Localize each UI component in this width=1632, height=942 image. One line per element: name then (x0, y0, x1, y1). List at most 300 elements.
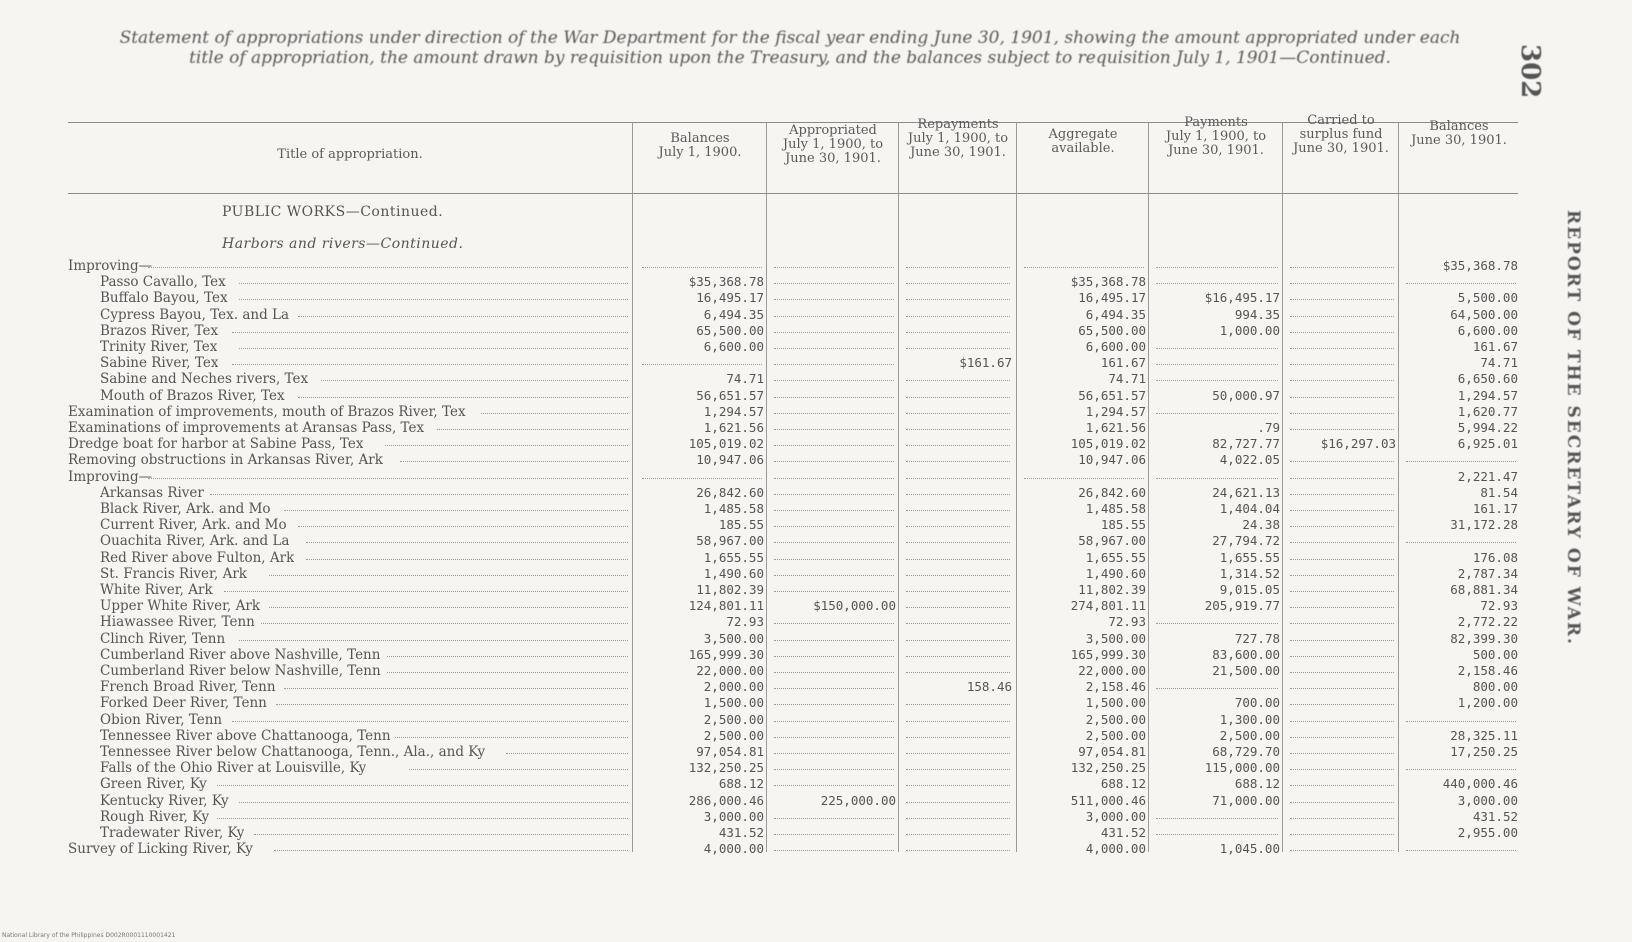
table-row (0, 420, 1530, 436)
row-label: French Broad River, Tenn (100, 679, 276, 696)
table-row (0, 517, 1530, 533)
cell-aggregate: 1,490.60 (1085, 565, 1146, 581)
cell-appropriated: 225,000.00 (820, 792, 896, 808)
empty-cell-dots (906, 785, 1010, 786)
empty-cell-dots (1290, 688, 1394, 689)
cell-balances-1901: 5,500.00 (1457, 290, 1518, 306)
cell-balances-1900: 6,600.00 (703, 339, 764, 354)
empty-cell-dots (906, 494, 1010, 495)
empty-cell-dots (1290, 656, 1394, 657)
leader-dots (387, 656, 628, 657)
empty-cell-dots (1290, 607, 1394, 608)
leader-dots (387, 672, 628, 673)
empty-cell-dots (1406, 721, 1516, 722)
empty-cell-dots (1156, 348, 1278, 349)
cell-aggregate: 1,621.56 (1085, 420, 1146, 435)
empty-cell-dots (1290, 364, 1394, 365)
cell-aggregate: 97,054.81 (1078, 744, 1146, 759)
table-row (0, 436, 1530, 452)
table-row (0, 695, 1530, 711)
empty-cell-dots (1290, 510, 1394, 511)
row-label: St. Francis River, Ark (100, 565, 247, 582)
table-row (0, 647, 1530, 663)
cell-aggregate: 165,999.30 (1070, 646, 1146, 662)
empty-cell-dots (1290, 672, 1394, 673)
empty-cell-dots (1290, 542, 1394, 543)
empty-cell-dots (1024, 267, 1144, 268)
leader-dots (321, 380, 628, 381)
empty-cell-dots (1290, 316, 1394, 317)
cell-balances-1900: 58,967.00 (696, 533, 764, 549)
table-caption (60, 28, 1520, 68)
empty-cell-dots (1290, 769, 1394, 770)
row-label: Mouth of Brazos River, Tex (100, 387, 285, 404)
row-label: Sabine River, Tex (100, 355, 219, 372)
row-label: Rough River, Ky (100, 808, 210, 825)
cell-payments: 68,729.70 (1212, 744, 1280, 759)
empty-cell-dots (774, 769, 894, 770)
table-row (0, 274, 1530, 290)
header-carried-to-surplus: Carried to surplus fund June 30, 1901. (1293, 113, 1389, 156)
empty-cell-dots (1290, 267, 1394, 268)
cell-balances-1900: 6,494.35 (703, 306, 764, 322)
cell-balances-1901: 1,200.00 (1457, 695, 1518, 711)
table-row (0, 290, 1530, 306)
leader-dots (481, 413, 628, 414)
table-row (0, 339, 1530, 355)
cell-balances-1901: 6,925.01 (1457, 436, 1518, 452)
cell-balances-1900: 1,621.56 (703, 420, 764, 435)
empty-cell-dots (906, 542, 1010, 543)
table-row (0, 404, 1530, 420)
empty-cell-dots (906, 526, 1010, 527)
table-row (0, 809, 1530, 825)
leader-dots (298, 316, 628, 317)
empty-cell-dots (1156, 364, 1278, 365)
empty-cell-dots (1290, 299, 1394, 300)
empty-cell-dots (642, 364, 762, 365)
cell-payments: 82,727.77 (1212, 436, 1280, 452)
leader-dots (210, 494, 628, 495)
table-row (0, 793, 1530, 809)
row-label: Hiawassee River, Tenn (100, 614, 255, 631)
header-bottom-rule (68, 193, 1518, 194)
leader-dots (232, 364, 628, 365)
row-label: Upper White River, Ark (100, 598, 261, 615)
cell-repayments: $161.67 (959, 355, 1012, 371)
cell-balances-1901: 64,500.00 (1450, 306, 1518, 322)
empty-cell-dots (1290, 818, 1394, 819)
cell-balances-1901: 431.52 (1472, 808, 1518, 824)
row-label: Ouachita River, Ark. and La (100, 533, 290, 550)
table-row (0, 712, 1530, 728)
cell-balances-1900: 105,019.02 (688, 436, 764, 452)
cell-aggregate: 185.55 (1100, 517, 1146, 533)
empty-cell-dots (906, 299, 1010, 300)
leader-dots (506, 753, 628, 754)
cell-balances-1900: 2,000.00 (703, 679, 764, 695)
empty-cell-dots (774, 413, 894, 414)
cell-balances-1900: 1,485.58 (703, 501, 764, 516)
cell-payments: 994.35 (1234, 306, 1280, 322)
leader-dots (254, 834, 628, 835)
row-label: Brazos River, Tex (100, 322, 219, 339)
empty-cell-dots (774, 494, 894, 495)
cell-payments: 1,655.55 (1219, 549, 1280, 565)
cell-aggregate: 2,158.46 (1085, 679, 1146, 695)
empty-cell-dots (906, 461, 1010, 462)
leader-dots (269, 607, 628, 608)
cell-payments: 21,500.00 (1212, 663, 1280, 678)
cell-balances-1901: 82,399.30 (1450, 630, 1518, 646)
row-label: Cumberland River below Nashville, Tenn (100, 663, 381, 679)
empty-cell-dots (906, 283, 1010, 284)
table-row (0, 550, 1530, 566)
leader-dots (400, 461, 628, 462)
table-row (0, 631, 1530, 647)
row-label: Green River, Ky (100, 776, 207, 793)
empty-cell-dots (774, 850, 894, 851)
empty-cell-dots (774, 267, 894, 268)
table-row (0, 469, 1530, 485)
empty-cell-dots (906, 348, 1010, 349)
cell-aggregate: 105,019.02 (1070, 436, 1146, 452)
cell-payments: 700.00 (1234, 695, 1280, 711)
empty-cell-dots (1406, 769, 1516, 770)
empty-cell-dots (1290, 623, 1394, 624)
empty-cell-dots (774, 461, 894, 462)
row-label: Cumberland River above Nashville, Tenn (100, 646, 381, 663)
leader-dots (298, 397, 628, 398)
cell-balances-1900: $35,368.78 (688, 274, 764, 290)
empty-cell-dots (1290, 283, 1394, 284)
cell-balances-1900: 72.93 (726, 614, 764, 630)
cell-aggregate: 132,250.25 (1070, 760, 1146, 776)
cell-balances-1900: 286,000.46 (688, 792, 764, 808)
cell-payments: 1,314.52 (1219, 565, 1280, 581)
empty-cell-dots (774, 753, 894, 754)
cell-payments: 24.38 (1242, 517, 1280, 533)
empty-cell-dots (1290, 461, 1394, 462)
row-label: Tennessee River above Chattanooga, Tenn (100, 727, 391, 744)
empty-cell-dots (1406, 461, 1516, 462)
row-label: Clinch River, Tenn (100, 630, 226, 647)
empty-cell-dots (906, 737, 1010, 738)
leader-dots (148, 267, 628, 268)
cell-aggregate: 6,600.00 (1085, 339, 1146, 354)
row-label: Passo Cavallo, Tex (100, 274, 226, 291)
cell-balances-1901: 81.54 (1480, 484, 1518, 500)
empty-cell-dots (906, 850, 1010, 851)
cell-aggregate: 11,802.39 (1078, 582, 1146, 597)
cell-aggregate: 56,651.57 (1078, 387, 1146, 403)
cell-aggregate: 1,500.00 (1085, 695, 1146, 711)
table-row (0, 760, 1530, 776)
table-row (0, 679, 1530, 695)
empty-cell-dots (906, 429, 1010, 430)
empty-cell-dots (1290, 802, 1394, 803)
cell-balances-1900: 56,651.57 (696, 387, 764, 403)
cell-payments: 1,000.00 (1219, 322, 1280, 338)
empty-cell-dots (1290, 348, 1394, 349)
cell-balances-1900: 26,842.60 (696, 484, 764, 500)
cell-aggregate: 2,500.00 (1085, 727, 1146, 743)
empty-cell-dots (642, 267, 762, 268)
empty-cell-dots (1290, 737, 1394, 738)
cell-balances-1900: 688.12 (718, 776, 764, 792)
empty-cell-dots (1290, 850, 1394, 851)
cell-balances-1900: 16,495.17 (696, 290, 764, 306)
table-row (0, 841, 1530, 857)
empty-cell-dots (774, 397, 894, 398)
row-label: Examination of improvements, mouth of Brazos River, Tex (68, 403, 466, 420)
cell-balances-1901: 161.17 (1472, 501, 1518, 516)
table-row (0, 566, 1530, 582)
cell-payments: 9,015.05 (1219, 582, 1280, 597)
empty-cell-dots (774, 591, 894, 592)
cell-balances-1901: 28,325.11 (1450, 727, 1518, 743)
cell-balances-1900: 124,801.11 (688, 598, 764, 614)
row-label: Kentucky River, Ky (100, 792, 229, 809)
empty-cell-dots (1290, 785, 1394, 786)
cell-aggregate: 6,494.35 (1085, 306, 1146, 322)
cell-balances-1900: 97,054.81 (696, 744, 764, 759)
table-row (0, 582, 1530, 598)
empty-cell-dots (774, 429, 894, 430)
table-row (0, 663, 1530, 679)
cell-aggregate: 10,947.06 (1078, 452, 1146, 468)
leader-dots (298, 526, 628, 527)
header-balances-1900: Balances July 1, 1900. (658, 131, 742, 160)
table-row (0, 776, 1530, 792)
cell-balances-1900: 132,250.25 (688, 760, 764, 776)
row-label: Dredge boat for harbor at Sabine Pass, Tex (68, 436, 364, 453)
table-row (0, 371, 1530, 387)
row-label: Cypress Bayou, Tex. and La (100, 306, 290, 323)
empty-cell-dots (774, 299, 894, 300)
leader-dots (232, 332, 628, 333)
empty-cell-dots (1290, 753, 1394, 754)
empty-cell-dots (774, 332, 894, 333)
row-label: Forked Deer River, Tenn (100, 695, 267, 712)
leader-dots (274, 850, 628, 851)
cell-balances-1901: 3,000.00 (1457, 792, 1518, 808)
cell-balances-1901: 1,294.57 (1457, 387, 1518, 403)
cell-payments: 2,500.00 (1219, 727, 1280, 743)
empty-cell-dots (774, 688, 894, 689)
cell-balances-1900: 11,802.39 (696, 582, 764, 597)
cell-aggregate: 16,495.17 (1078, 290, 1146, 306)
cell-aggregate: 1,294.57 (1085, 403, 1146, 419)
empty-cell-dots (906, 656, 1010, 657)
empty-cell-dots (906, 769, 1010, 770)
cell-balances-1901: 440,000.46 (1442, 776, 1518, 792)
empty-cell-dots (774, 478, 894, 479)
empty-cell-dots (1156, 283, 1278, 284)
leader-dots (239, 299, 628, 300)
row-label: Arkansas River (100, 484, 204, 501)
empty-cell-dots (906, 704, 1010, 705)
cell-aggregate: 58,967.00 (1078, 533, 1146, 549)
table-row (0, 501, 1530, 517)
header-appropriated: Appropriated July 1, 1900, to June 30, 1901. (782, 123, 884, 166)
empty-cell-dots (774, 640, 894, 641)
empty-cell-dots (774, 510, 894, 511)
empty-cell-dots (1406, 850, 1516, 851)
empty-cell-dots (1156, 688, 1278, 689)
leader-dots (284, 688, 628, 689)
empty-cell-dots (1406, 542, 1516, 543)
cell-payments: 24,621.13 (1212, 484, 1280, 500)
cell-balances-1901: 74.71 (1480, 355, 1518, 371)
cell-balances-1900: 1,655.55 (703, 549, 764, 565)
cell-balances-1901: 2,955.00 (1457, 825, 1518, 840)
cell-aggregate: 65,500.00 (1078, 322, 1146, 338)
caption-line-1: Statement of appropriations under direction of the War Department for the fiscal year ending June 30, 1901, showing the amount appropriated under each (119, 28, 1461, 48)
empty-cell-dots (906, 607, 1010, 608)
cell-balances-1901: 1,620.77 (1457, 403, 1518, 419)
empty-cell-dots (906, 640, 1010, 641)
cell-balances-1900: 22,000.00 (696, 663, 764, 678)
cell-payments: $16,495.17 (1204, 290, 1280, 306)
cell-aggregate: 688.12 (1100, 776, 1146, 792)
empty-cell-dots (774, 834, 894, 835)
leader-dots (437, 429, 628, 430)
empty-cell-dots (906, 818, 1010, 819)
table-row (0, 355, 1530, 371)
cell-aggregate: 1,485.58 (1085, 501, 1146, 516)
empty-cell-dots (774, 316, 894, 317)
cell-balances-1900: 165,999.30 (688, 646, 764, 662)
table-row (0, 307, 1530, 323)
empty-cell-dots (774, 380, 894, 381)
leader-dots (284, 510, 628, 511)
cell-balances-1901: 2,158.46 (1457, 663, 1518, 678)
empty-cell-dots (1290, 478, 1394, 479)
empty-cell-dots (1290, 640, 1394, 641)
empty-cell-dots (1156, 834, 1278, 835)
cell-balances-1901: $35,368.78 (1442, 258, 1518, 273)
header-title: Title of appropriation. (277, 147, 423, 162)
section-subtitle: Harbors and rivers—Continued. (222, 236, 464, 252)
empty-cell-dots (906, 623, 1010, 624)
empty-cell-dots (906, 753, 1010, 754)
cell-payments: .79 (1257, 420, 1280, 435)
cell-aggregate: 3,500.00 (1085, 630, 1146, 646)
cell-payments: 50,000.97 (1212, 387, 1280, 403)
page-number: 302 (1515, 44, 1545, 99)
empty-cell-dots (774, 364, 894, 365)
empty-cell-dots (774, 623, 894, 624)
cell-payments: 1,045.00 (1219, 841, 1280, 857)
cell-aggregate: 511,000.46 (1070, 792, 1146, 808)
row-label: Buffalo Bayou, Tex (100, 290, 228, 307)
caption-line-2: title of appropriation, the amount drawn by requisition upon the Treasury, and the balances subject to requisition July 1, 1901—Continued. (189, 48, 1391, 68)
empty-cell-dots (1290, 526, 1394, 527)
row-label: Tradewater River, Ky (100, 825, 245, 841)
empty-cell-dots (906, 332, 1010, 333)
cell-balances-1901: 6,650.60 (1457, 371, 1518, 387)
row-label: Improving— (68, 258, 153, 274)
table-row (0, 728, 1530, 744)
cell-payments: 83,600.00 (1212, 646, 1280, 662)
leader-dots (395, 737, 628, 738)
cell-payments: 727.78 (1234, 630, 1280, 646)
cell-balances-1901: 68,881.34 (1450, 582, 1518, 597)
running-head: REPORT OF THE SECRETARY OF WAR. (1563, 210, 1583, 646)
leader-dots (239, 640, 628, 641)
empty-cell-dots (906, 478, 1010, 479)
cell-aggregate: 74.71 (1108, 371, 1146, 387)
empty-cell-dots (906, 721, 1010, 722)
empty-cell-dots (1290, 380, 1394, 381)
header-balances-1901: Balances June 30, 1901. (1411, 119, 1507, 148)
empty-cell-dots (774, 559, 894, 560)
empty-cell-dots (1290, 429, 1394, 430)
empty-cell-dots (774, 721, 894, 722)
empty-cell-dots (774, 656, 894, 657)
empty-cell-dots (906, 559, 1010, 560)
empty-cell-dots (774, 818, 894, 819)
header-aggregate: Aggregate available. (1048, 127, 1118, 156)
cell-balances-1900: 74.71 (726, 371, 764, 387)
table-row (0, 258, 1530, 274)
cell-balances-1901: 2,787.34 (1457, 565, 1518, 581)
empty-cell-dots (1290, 721, 1394, 722)
empty-cell-dots (1156, 267, 1278, 268)
cell-aggregate: 161.67 (1100, 355, 1146, 371)
empty-cell-dots (1156, 623, 1278, 624)
cell-balances-1900: 2,500.00 (703, 711, 764, 727)
empty-cell-dots (906, 380, 1010, 381)
leader-dots (217, 785, 628, 786)
cell-balances-1900: 3,000.00 (703, 808, 764, 824)
table-row (0, 533, 1530, 549)
leader-dots (306, 559, 628, 560)
leader-dots (148, 478, 628, 479)
cell-balances-1900: 1,490.60 (703, 565, 764, 581)
cell-payments: 4,022.05 (1219, 452, 1280, 468)
cell-payments: 205,919.77 (1204, 598, 1280, 614)
leader-dots (232, 721, 628, 722)
empty-cell-dots (1406, 283, 1516, 284)
table-row (0, 323, 1530, 339)
leader-dots (239, 802, 628, 803)
row-label: Current River, Ark. and Mo (100, 517, 287, 534)
cell-aggregate: $35,368.78 (1070, 274, 1146, 290)
empty-cell-dots (774, 542, 894, 543)
empty-cell-dots (1290, 332, 1394, 333)
leader-dots (224, 591, 628, 592)
empty-cell-dots (1156, 818, 1278, 819)
empty-cell-dots (774, 283, 894, 284)
cell-balances-1900: 185.55 (718, 517, 764, 533)
table-row (0, 388, 1530, 404)
header-payments: Payments July 1, 1900, to June 30, 1901. (1165, 115, 1267, 158)
empty-cell-dots (1290, 397, 1394, 398)
table-row (0, 598, 1530, 614)
cell-aggregate: 72.93 (1108, 614, 1146, 630)
cell-payments: 27,794.72 (1212, 533, 1280, 549)
cell-balances-1900: 1,500.00 (703, 695, 764, 711)
row-label: Removing obstructions in Arkansas River, Ark (68, 452, 383, 469)
row-label: Black River, Ark. and Mo (100, 501, 271, 517)
row-label: Tennessee River below Chattanooga, Tenn., Ala., and Ky (100, 744, 486, 760)
empty-cell-dots (774, 737, 894, 738)
empty-cell-dots (906, 575, 1010, 576)
cell-balances-1901: 17,250.25 (1450, 744, 1518, 759)
empty-cell-dots (906, 397, 1010, 398)
